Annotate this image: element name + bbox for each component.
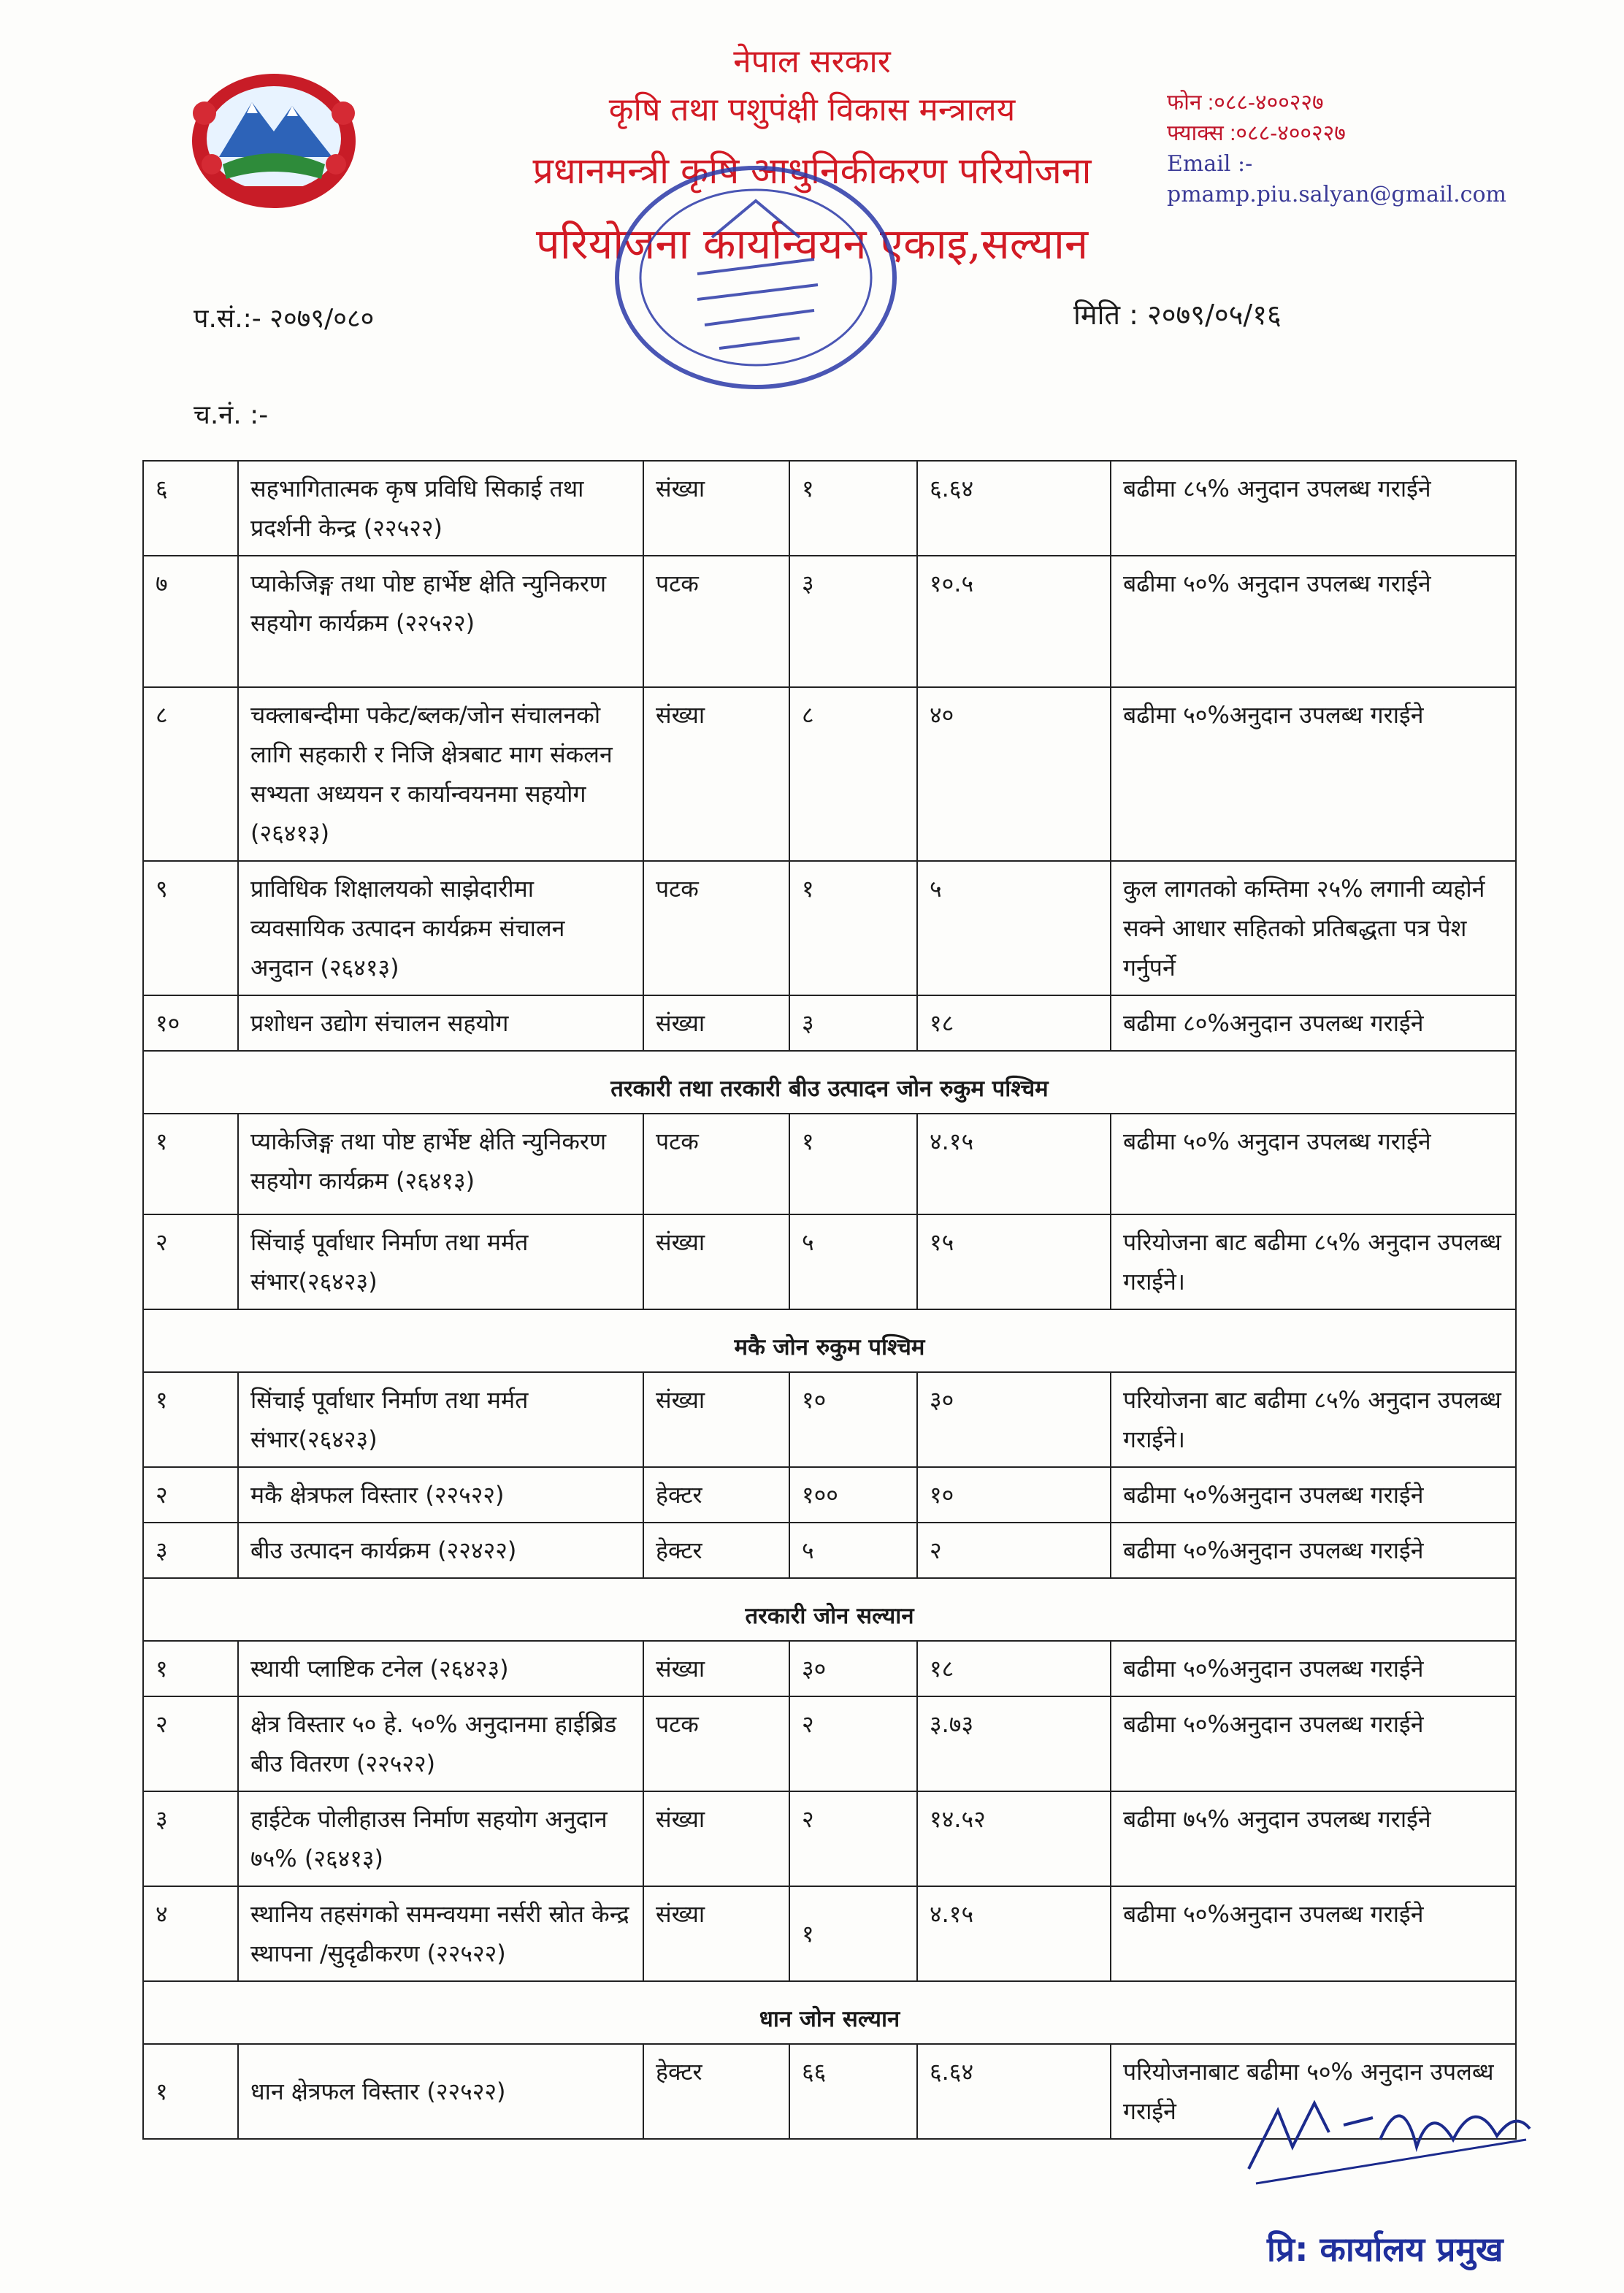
- unit: संख्या: [643, 1791, 789, 1886]
- letterhead: [0, 0, 1624, 453]
- amount: ४.१५: [917, 1114, 1111, 1214]
- office-name: परियोजना कार्यान्वयन एकाइ,सल्यान: [535, 219, 1089, 269]
- amount: १०.५: [917, 556, 1111, 687]
- serial-number: ८: [143, 687, 238, 861]
- unit: पटक: [643, 556, 789, 687]
- program-table: [142, 460, 1517, 2140]
- section-heading-row: [143, 1578, 1516, 1641]
- table-row: [143, 556, 1516, 687]
- quantity: ५: [789, 1214, 917, 1309]
- unit: संख्या: [643, 995, 789, 1051]
- quantity: १: [789, 1886, 917, 1981]
- activity-description: सिंचाई पूर्वाधार निर्माण तथा मर्मत संभार(२६४२३): [238, 1372, 643, 1467]
- unit: पटक: [643, 1696, 789, 1791]
- office-chief-signature-label: प्रि: कार्यालय प्रमुख: [1267, 2229, 1504, 2269]
- fax-number: फ्याक्स :०८८-४००२२७: [1167, 121, 1346, 145]
- serial-number: २: [143, 1467, 238, 1523]
- activity-description: मकै क्षेत्रफल विस्तार (२२५२२): [238, 1467, 643, 1523]
- table-row: [143, 1467, 1516, 1523]
- contact-block: [1167, 88, 1547, 210]
- activity-description: प्याकेजिङ्ग तथा पोष्ट हार्भेष्ट क्षेति न्युनिकरण सहयोग कार्यक्रम (२६४१३): [238, 1114, 643, 1214]
- government-name: नेपाल सरकार: [733, 43, 891, 80]
- amount: ६.६४: [917, 461, 1111, 556]
- table-row: [143, 1523, 1516, 1578]
- phone-number: फोन :०८८-४००२२७: [1167, 91, 1324, 115]
- quantity: ५: [789, 1523, 917, 1578]
- amount: ३०: [917, 1372, 1111, 1467]
- ministry-name: कृषि तथा पशुपंक्षी विकास मन्त्रालय: [608, 91, 1016, 129]
- unit: संख्या: [643, 687, 789, 861]
- remarks: कुल लागतको कम्तिमा २५% लगानी व्यहोर्न सक्ने आधार सहितको प्रतिबद्धता पत्र पेश गर्नुपर्ने: [1111, 861, 1516, 995]
- unit: हेक्टर: [643, 1523, 789, 1578]
- activity-description: प्याकेजिङ्ग तथा पोष्ट हार्भेष्ट क्षेति न्युनिकरण सहयोग कार्यक्रम (२२५२२): [238, 556, 643, 687]
- unit: संख्या: [643, 1372, 789, 1467]
- remarks: बढीमा ८०%अनुदान उपलब्ध गराईने: [1111, 995, 1516, 1051]
- remarks: बढीमा ५०% अनुदान उपलब्ध गराईने: [1111, 1114, 1516, 1214]
- activity-description: स्थायी प्लाष्टिक टनेल (२६४२३): [238, 1641, 643, 1696]
- remarks: बढीमा ५०%अनुदान उपलब्ध गराईने: [1111, 1641, 1516, 1696]
- letter-date: मिति : २०७९/०५/१६: [1073, 299, 1282, 331]
- amount: ६.६४: [917, 2044, 1111, 2139]
- activity-description: स्थानिय तहसंगको समन्वयमा नर्सरी स्रोत केन्द्र स्थापना /सुदृढीकरण (२२५२२): [238, 1886, 643, 1981]
- quantity: २: [789, 1791, 917, 1886]
- table-row: [143, 1372, 1516, 1467]
- table-row: [143, 995, 1516, 1051]
- section-heading-row: [143, 1981, 1516, 2044]
- unit: हेक्टर: [643, 1467, 789, 1523]
- amount: १८: [917, 1641, 1111, 1696]
- amount: ३.७३: [917, 1696, 1111, 1791]
- reference-number: प.सं.:- २०७९/०८०: [194, 304, 375, 334]
- serial-number: ७: [143, 556, 238, 687]
- activity-description: प्राविधिक शिक्षालयको साझेदारीमा व्यवसायिक उत्पादन कार्यक्रम संचालन अनुदान (२६४१३): [238, 861, 643, 995]
- unit: संख्या: [643, 1641, 789, 1696]
- table-row: [143, 1114, 1516, 1214]
- serial-number: १: [143, 2044, 238, 2139]
- unit: पटक: [643, 1114, 789, 1214]
- section-heading-row: [143, 1309, 1516, 1372]
- activity-description: प्रशोधन उद्योग संचालन सहयोग: [238, 995, 643, 1051]
- table-row: [143, 861, 1516, 995]
- office-stamp-icon: [610, 157, 902, 398]
- section-heading: मकै जोन रुकुम पश्चिम: [143, 1309, 1516, 1372]
- quantity: २: [789, 1696, 917, 1791]
- remarks: बढीमा ५०%अनुदान उपलब्ध गराईने: [1111, 1886, 1516, 1981]
- email-address: pmamp.piu.salyan@gmail.com: [1167, 182, 1506, 207]
- amount: ४.१५: [917, 1886, 1111, 1981]
- remarks: बढीमा ५०%अनुदान उपलब्ध गराईने: [1111, 1523, 1516, 1578]
- unit: पटक: [643, 861, 789, 995]
- serial-number: १: [143, 1114, 238, 1214]
- amount: २: [917, 1523, 1111, 1578]
- amount: १८: [917, 995, 1111, 1051]
- project-name: प्रधानमन्त्री कृषि आधुनिकीकरण परियोजना: [532, 150, 1092, 192]
- unit: संख्या: [643, 1886, 789, 1981]
- unit: संख्या: [643, 461, 789, 556]
- quantity: ३०: [789, 1641, 917, 1696]
- section-heading-row: [143, 1051, 1516, 1114]
- table-row: [143, 687, 1516, 861]
- remarks: बढीमा ५०%अनुदान उपलब्ध गराईने: [1111, 1696, 1516, 1791]
- remarks: परियोजना बाट बढीमा ८५% अनुदान उपलब्ध गराईने।: [1111, 1372, 1516, 1467]
- unit: संख्या: [643, 1214, 789, 1309]
- remarks: परियोजनाबाट बढीमा ५०% अनुदान उपलब्ध गराईने: [1111, 2044, 1516, 2139]
- section-heading: तरकारी जोन सल्यान: [143, 1578, 1516, 1641]
- table-row: [143, 1791, 1516, 1886]
- quantity: १: [789, 461, 917, 556]
- amount: १४.५२: [917, 1791, 1111, 1886]
- amount: १५: [917, 1214, 1111, 1309]
- activity-description: चक्लाबन्दीमा पकेट/ब्लक/जोन संचालनको लागि सहकारी र निजि क्षेत्रबाट माग संकलन सभ्यता अध्ययन र कार्यान्वयनमा सहयोग (२६४१३): [238, 687, 643, 861]
- activity-description: बीउ उत्पादन कार्यक्रम (२२४२२): [238, 1523, 643, 1578]
- serial-number: १०: [143, 995, 238, 1051]
- remarks: बढीमा ५०%अनुदान उपलब्ध गराईने: [1111, 1467, 1516, 1523]
- serial-number: १: [143, 1641, 238, 1696]
- quantity: ८: [789, 687, 917, 861]
- serial-number: ९: [143, 861, 238, 995]
- table-row: [143, 1641, 1516, 1696]
- serial-number: १: [143, 1372, 238, 1467]
- unit: हेक्टर: [643, 2044, 789, 2139]
- remarks: परियोजना बाट बढीमा ८५% अनुदान उपलब्ध गराईने।: [1111, 1214, 1516, 1309]
- quantity: ३: [789, 995, 917, 1051]
- activity-description: सिंचाई पूर्वाधार निर्माण तथा मर्मत संभार(२६४२३): [238, 1214, 643, 1309]
- activity-description: क्षेत्र विस्तार ५० हे. ५०% अनुदानमा हाईब्रिड बीउ वितरण (२२५२२): [238, 1696, 643, 1791]
- remarks: बढीमा ५०%अनुदान उपलब्ध गराईने: [1111, 687, 1516, 861]
- remarks: बढीमा ७५% अनुदान उपलब्ध गराईने: [1111, 1791, 1516, 1886]
- serial-number: २: [143, 1214, 238, 1309]
- dispatch-number: च.नं. :-: [194, 400, 269, 430]
- email-label: Email :-: [1167, 151, 1253, 177]
- table-row: [143, 1696, 1516, 1791]
- activity-description: सहभागितात्मक कृष प्रविधि सिकाई तथा प्रदर्शनी केन्द्र (२२५२२): [238, 461, 643, 556]
- serial-number: ३: [143, 1791, 238, 1886]
- quantity: १: [789, 861, 917, 995]
- section-heading: धान जोन सल्यान: [143, 1981, 1516, 2044]
- quantity: १०: [789, 1372, 917, 1467]
- section-heading: तरकारी तथा तरकारी बीउ उत्पादन जोन रुकुम पश्चिम: [143, 1051, 1516, 1114]
- remarks: बढीमा ८५% अनुदान उपलब्ध गराईने: [1111, 461, 1516, 556]
- amount: १०: [917, 1467, 1111, 1523]
- handwritten-signature-icon: [1234, 2059, 1541, 2191]
- quantity: ६६: [789, 2044, 917, 2139]
- table-row: [143, 461, 1516, 556]
- quantity: १००: [789, 1467, 917, 1523]
- serial-number: ६: [143, 461, 238, 556]
- amount: ५: [917, 861, 1111, 995]
- activity-description: हाईटेक पोलीहाउस निर्माण सहयोग अनुदान ७५% (२६४१३): [238, 1791, 643, 1886]
- remarks: बढीमा ५०% अनुदान उपलब्ध गराईने: [1111, 556, 1516, 687]
- serial-number: ३: [143, 1523, 238, 1578]
- serial-number: २: [143, 1696, 238, 1791]
- amount: ४०: [917, 687, 1111, 861]
- quantity: १: [789, 1114, 917, 1214]
- quantity: ३: [789, 556, 917, 687]
- activity-description: धान क्षेत्रफल विस्तार (२२५२२): [238, 2044, 643, 2139]
- table-row: [143, 1886, 1516, 1981]
- table-row: [143, 1214, 1516, 1309]
- serial-number: ४: [143, 1886, 238, 1981]
